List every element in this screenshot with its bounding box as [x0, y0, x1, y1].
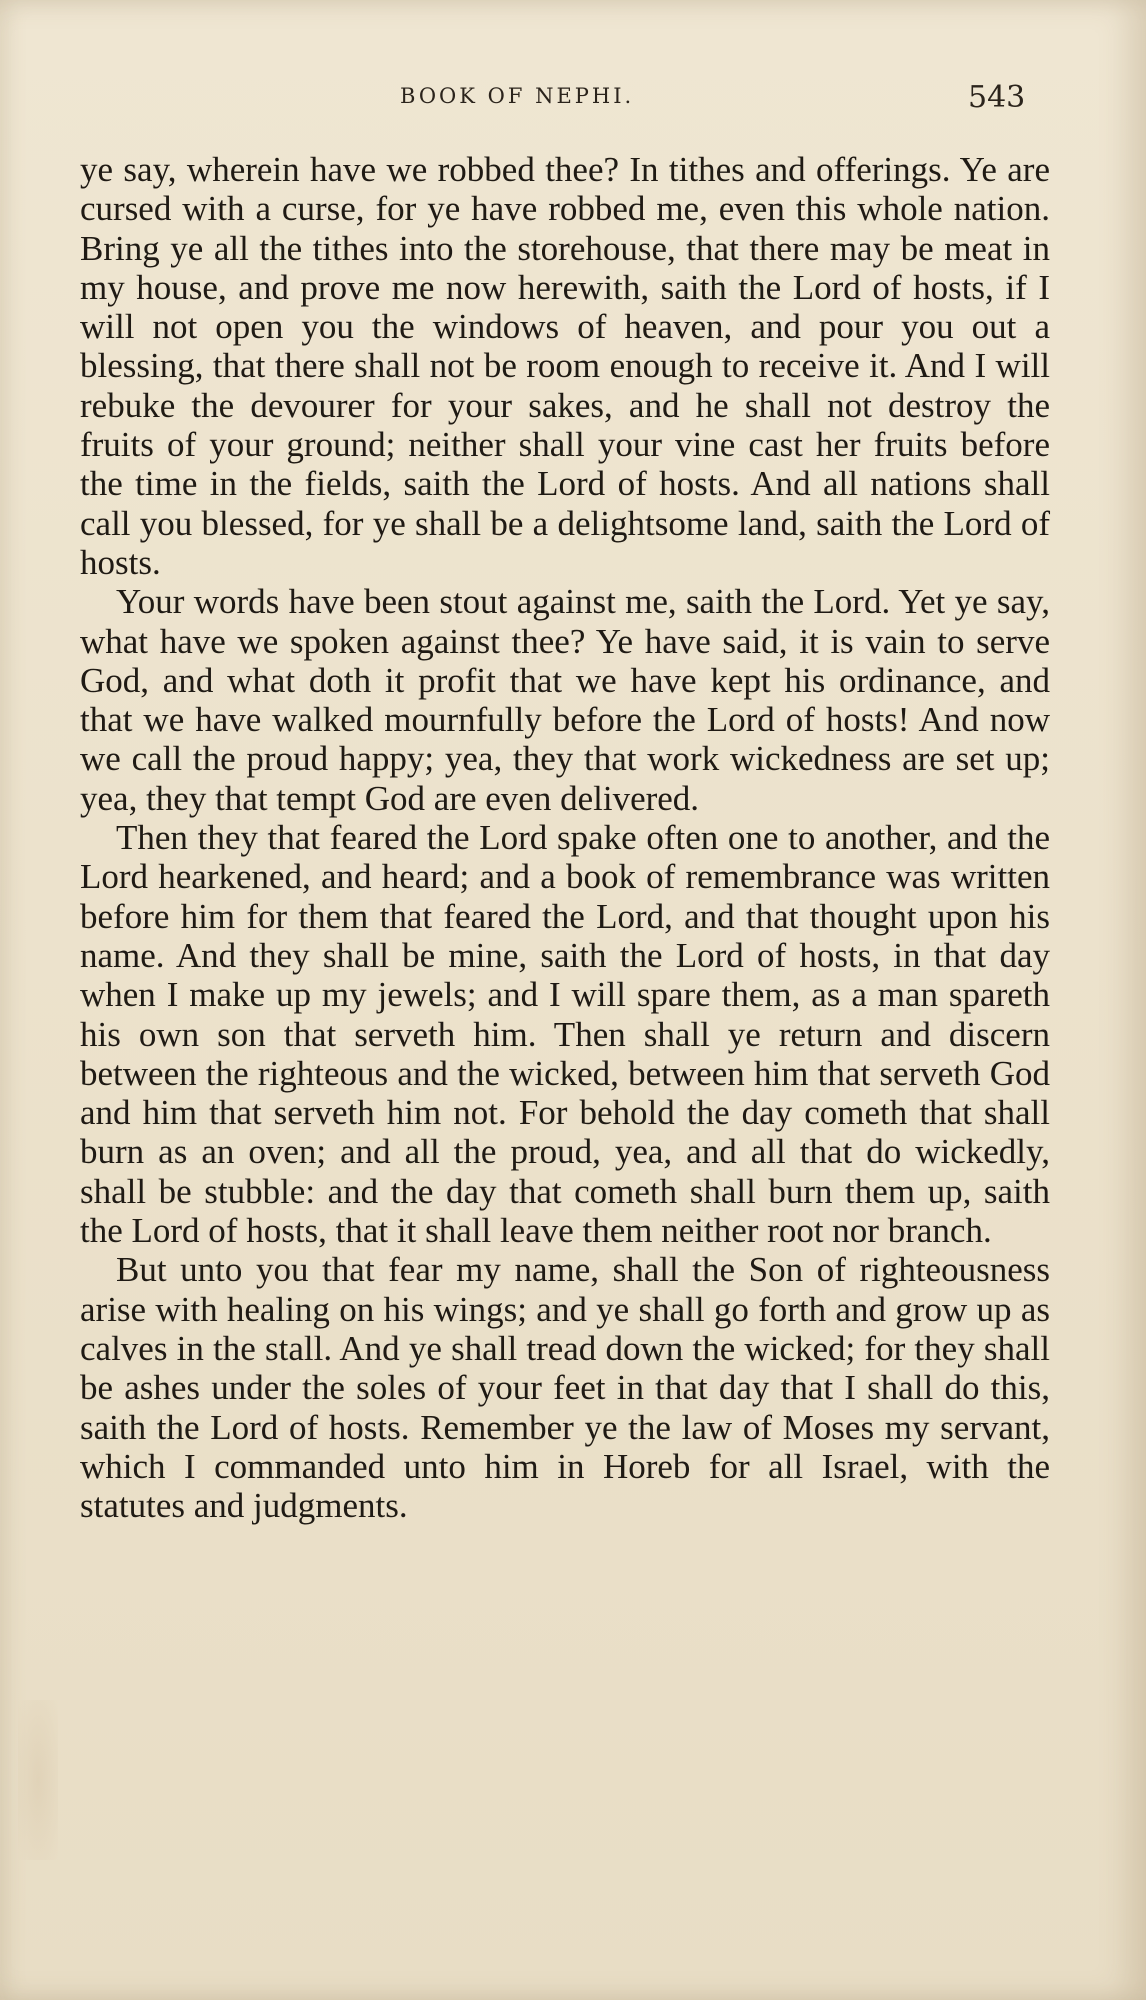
paper-stain: [18, 1700, 58, 1860]
paragraph-1: ye say, wherein have we robbed thee? In tithes and offerings. Ye are cursed with a curse, for ye have robbed me, even this whole nation. Bring ye all the tithes into the storehouse, that there may be meat in my house, and prove me now herewith, saith the Lord of hosts, if I will not open you the windows of heaven, and pour you out a blessing, that there shall not be room enough to receive it. And I will rebuke the devourer for your sakes, and he shall not destroy the fruits of your ground; neither shall your vine cast her fruits before the time in the fields, saith the Lord of hosts. And all nations shall call you blessed, for ye shall be a delightsome land, saith the Lord of hosts.: [80, 150, 1050, 582]
running-header: [0, 80, 1146, 120]
paragraph-4: But unto you that fear my name, shall the Son of righteousness arise with healing on his wings; and ye shall go forth and grow up as calves in the stall. And ye shall tread down the wicked; for they shall be ashes under the soles of your feet in that day that I shall do this, saith the Lord of hosts. Remember ye the law of Moses my servant, which I commanded unto him in Horeb for all Israel, with the statutes and judgments.: [80, 1250, 1050, 1526]
page-number: 543: [968, 80, 1026, 115]
paragraph-2: Your words have been stout against me, saith the Lord. Yet ye say, what have we spoken against thee? Ye have said, it is vain to serve God, and what doth it profit that we have kept his ordinance, and that we have walked mournfully before the Lord of hosts! And now we call the proud happy; yea, they that work wickedness are set up; yea, they that tempt God are even delivered.: [80, 582, 1050, 818]
body-text: [80, 150, 1050, 1525]
paragraph-3: Then they that feared the Lord spake often one to another, and the Lord hearkened, and heard; and a book of remembrance was written before him for them that feared the Lord, and that thought upon his name. And they shall be mine, saith the Lord of hosts, in that day when I make up my jewels; and I will spare them, as a man spareth his own son that serveth him. Then shall ye return and discern between the righteous and the wicked, between him that serveth God and him that serveth him not. For behold the day cometh that shall burn as an oven; and all the proud, yea, and all that do wickedly, shall be stubble: and the day that cometh shall burn them up, saith the Lord of hosts, that it shall leave them neither root nor branch.: [80, 818, 1050, 1251]
book-title: BOOK OF NEPHI.: [400, 84, 635, 108]
